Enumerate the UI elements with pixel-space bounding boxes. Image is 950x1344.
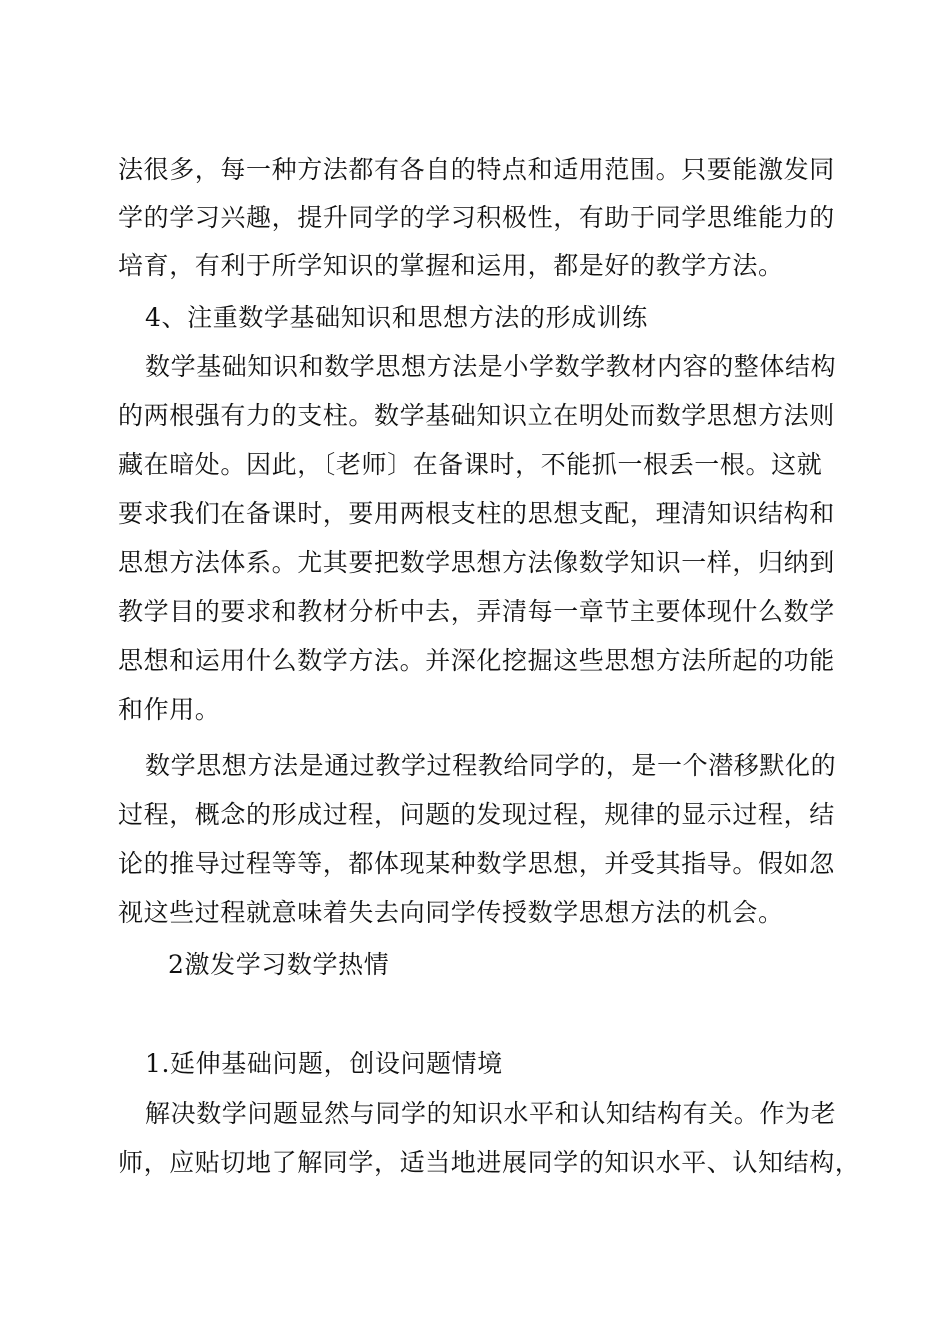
paragraph-line: 视这些过程就意味着失去向同学传授数学思想方法的机会。 [118, 898, 784, 927]
paragraph-line: 教学目的要求和教材分析中去，弄清每一章节主要体现什么数学 [118, 597, 835, 626]
subsection-heading: 1.延伸基础问题，创设问题情境 [145, 1049, 503, 1078]
paragraph-line: 培育，有利于所学知识的掌握和运用，都是好的教学方法。 [118, 251, 784, 280]
paragraph-line: 数学基础知识和数学思想方法是小学数学教材内容的整体结构 [145, 352, 837, 381]
paragraph-line: 师，应贴切地了解同学，适当地进展同学的知识水平、认知结构， [118, 1148, 861, 1177]
section-heading: 4、注重数学基础知识和思想方法的形成训练 [145, 303, 648, 332]
paragraph-line: 解决数学问题显然与同学的知识水平和认知结构有关。作为老 [145, 1099, 837, 1128]
paragraph-line: 数学思想方法是通过教学过程教给同学的，是一个潜移默化的 [145, 751, 837, 780]
paragraph-line: 思想和运用什么数学方法。并深化挖掘这些思想方法所起的功能 [118, 646, 835, 675]
paragraph-line: 过程，概念的形成过程，问题的发现过程，规律的显示过程，结 [118, 800, 835, 829]
paragraph-line: 和作用。 [118, 695, 221, 724]
paragraph-line: 法很多，每一种方法都有各自的特点和适用范围。只要能激发同 [118, 155, 835, 184]
paragraph-line: 藏在暗处。因此，〔老师〕在备课时，不能抓一根丢一根。这就 [118, 450, 823, 479]
paragraph-line: 的两根强有力的支柱。数学基础知识立在明处而数学思想方法则 [118, 401, 835, 430]
paragraph-line: 要求我们在备课时，要用两根支柱的思想支配，理清知识结构和 [118, 499, 835, 528]
paragraph-line: 论的推导过程等等，都体现某种数学思想，并受其指导。假如忽 [118, 849, 835, 878]
paragraph-line: 学的学习兴趣，提升同学的学习积极性，有助于同学思维能力的 [118, 203, 835, 232]
paragraph-line: 思想方法体系。尤其要把数学思想方法像数学知识一样，归纳到 [118, 548, 835, 577]
section-heading: 2激发学习数学热情 [168, 950, 390, 979]
